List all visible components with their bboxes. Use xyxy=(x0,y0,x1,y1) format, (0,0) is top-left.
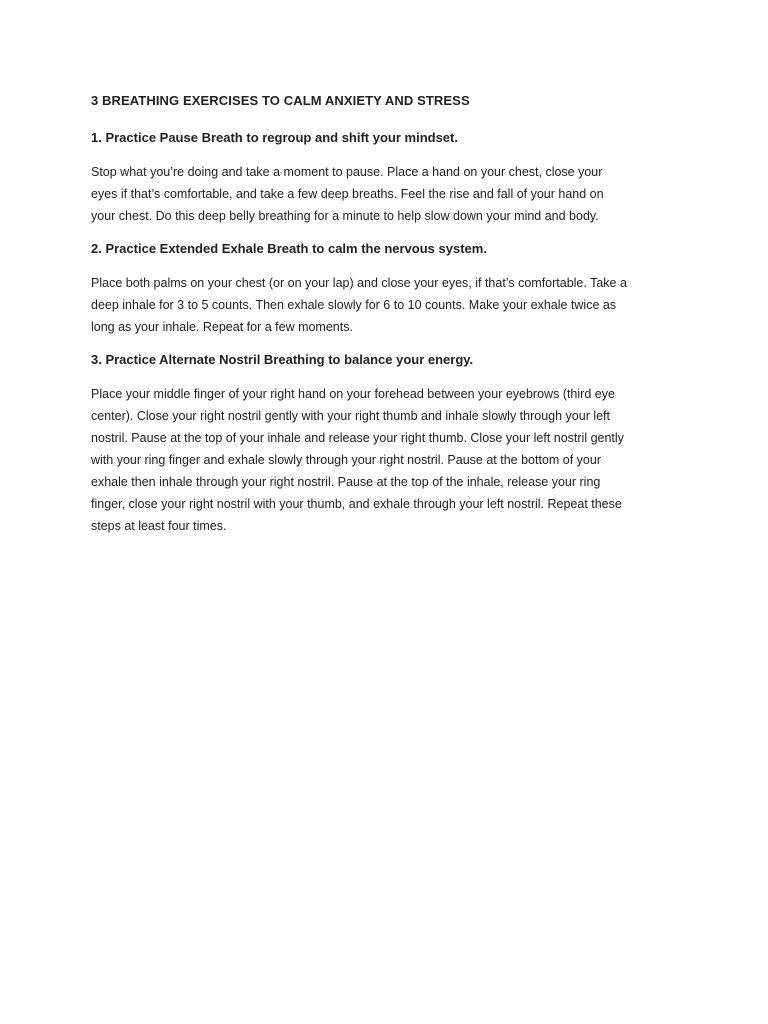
paragraph-line: exhale then inhale through your right nostril. Pause at the top of the inhale, release your ring xyxy=(91,475,601,489)
section-heading-3: 3. Practice Alternate Nostril Breathing to balance your energy. xyxy=(91,352,474,367)
paragraph-line: nostril. Pause at the top of your inhale and release your right thumb. Close your left nostril gently xyxy=(91,431,624,445)
section-paragraph-1 xyxy=(91,161,691,227)
section-2 xyxy=(91,240,691,338)
paragraph-line: Stop what you’re doing and take a moment to pause. Place a hand on your chest, close your xyxy=(91,165,603,179)
paragraph-line: with your ring finger and exhale slowly through your right nostril. Pause at the bottom of your xyxy=(91,453,601,467)
section-paragraph-3 xyxy=(91,383,691,537)
paragraph-line: center). Close your right nostril gently with your right thumb and inhale slowly through your left xyxy=(91,409,611,423)
document-page xyxy=(91,92,691,537)
paragraph-line: Place both palms on your chest (or on your lap) and close your eyes, if that’s comfortable. Take a xyxy=(91,276,627,290)
paragraph-line: Place your middle finger of your right hand on your forehead between your eyebrows (third eye xyxy=(91,387,615,401)
section-1 xyxy=(91,129,691,227)
section-heading-2: 2. Practice Extended Exhale Breath to calm the nervous system. xyxy=(91,241,487,256)
section-paragraph-2 xyxy=(91,272,691,338)
paragraph-line: your chest. Do this deep belly breathing for a minute to help slow down your mind and body. xyxy=(91,209,599,223)
document-title: 3 BREATHING EXERCISES TO CALM ANXIETY AND STRESS xyxy=(91,93,470,108)
section-heading-1: 1. Practice Pause Breath to regroup and shift your mindset. xyxy=(91,130,458,145)
paragraph-line: deep inhale for 3 to 5 counts. Then exhale slowly for 6 to 10 counts. Make your exhale twice as xyxy=(91,298,617,312)
paragraph-line: finger, close your right nostril with your thumb, and exhale through your left nostril. Repeat these xyxy=(91,497,622,511)
paragraph-line: steps at least four times. xyxy=(91,519,227,533)
section-3 xyxy=(91,351,691,537)
paragraph-line: eyes if that’s comfortable, and take a few deep breaths. Feel the rise and fall of your hand on xyxy=(91,187,604,201)
paragraph-line: long as your inhale. Repeat for a few moments. xyxy=(91,320,353,334)
